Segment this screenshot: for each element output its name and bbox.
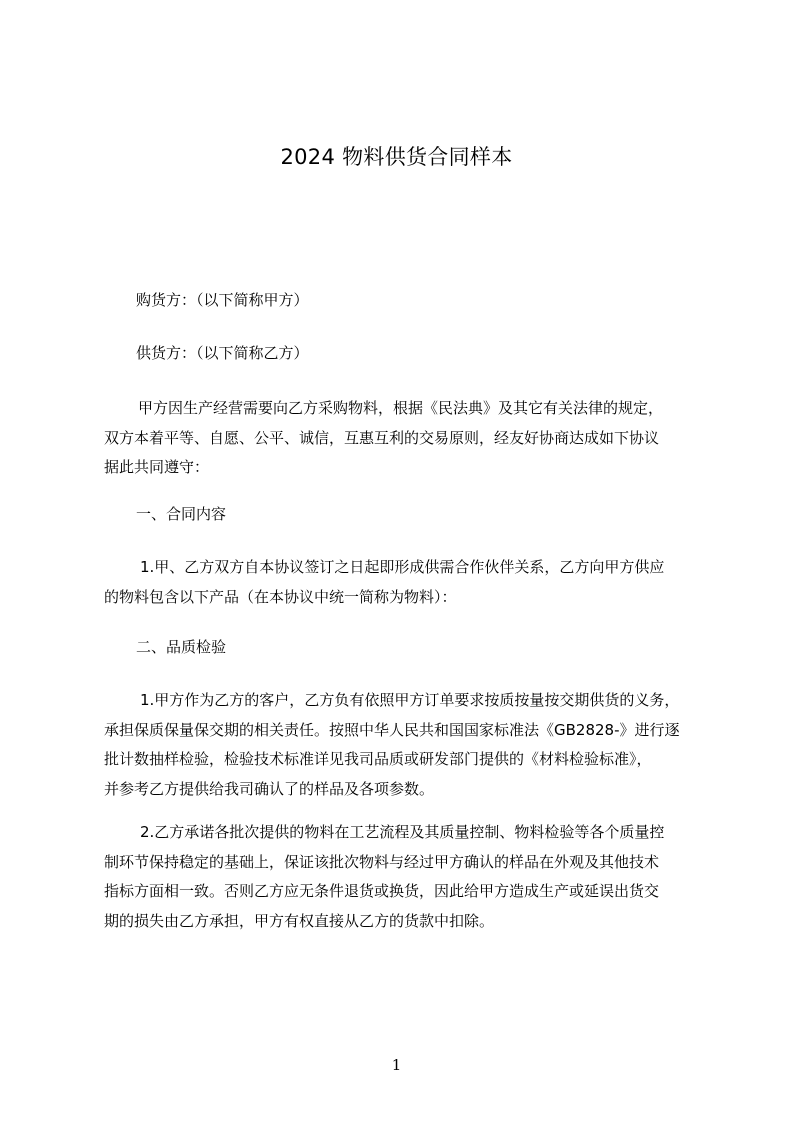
clause-line: 1.甲方作为乙方的客户，乙方负有依照甲方订单要求按质按量按交期供货的义务， [140, 691, 680, 709]
section-heading-text: 一、合同内容 [136, 505, 227, 523]
intro-paragraph [104, 394, 702, 483]
clause-line: 1.甲、乙方双方自本协议签订之日起即形成供需合作伙伴关系，乙方向甲方供应 [140, 558, 665, 576]
clause-1-1 [104, 553, 702, 612]
intro-line: 据此共同遵守： [104, 458, 210, 476]
intro-line: 双方本着平等、自愿、公平、诚信，互惠互利的交易原则，经友好协商达成如下协议 [104, 428, 660, 447]
clause-line: 期的损失由乙方承担，甲方有权直接从乙方的货款中扣除。 [104, 911, 495, 930]
buyer-line-text: 购货方：（以下简称甲方） [136, 291, 309, 309]
clause-2-2 [104, 818, 702, 936]
clause-line: 承担保质保量保交期的相关责任。按照中华人民共和国国家标准法《GB2828-》进行逐 [104, 720, 680, 739]
intro-line: 甲方因生产经营需要向乙方采购物料，根据《民法典》及其它有关法律的规定， [138, 399, 664, 417]
page-number: 1 [391, 1056, 402, 1074]
clause-line: 制环节保持稳定的基础上，保证该批次物料与经过甲方确认的样品在外观及其他技术 [104, 852, 660, 871]
clause-line: 的物料包含以下产品（在本协议中统一简称为物料）： [104, 587, 457, 606]
clause-line: 批计数抽样检验，检验技术标准详见我司品质或研发部门提供的《材料检验标准》， [104, 750, 652, 768]
clause-line: 2.乙方承诺各批次提供的物料在工艺流程及其质量控制、物料检验等各个质量控 [140, 823, 665, 841]
clause-line: 并参考乙方提供给我司确认了的样品及各项参数。 [104, 779, 435, 798]
section-heading-text: 二、品质检验 [136, 638, 227, 656]
supplier-line-text: 供货方：（以下简称乙方） [136, 344, 309, 362]
section-heading-quality-inspection [104, 633, 702, 663]
section-heading-contract-content [104, 500, 702, 530]
clause-2-1 [104, 686, 702, 804]
clause-line: 指标方面相一致。否则乙方应无条件退货或换货，因此给甲方造成生产或延误出货交 [104, 882, 660, 900]
buyer-line [104, 286, 702, 316]
document-title: 2024 物料供货合同样本 [280, 145, 513, 169]
supplier-line [104, 339, 702, 369]
